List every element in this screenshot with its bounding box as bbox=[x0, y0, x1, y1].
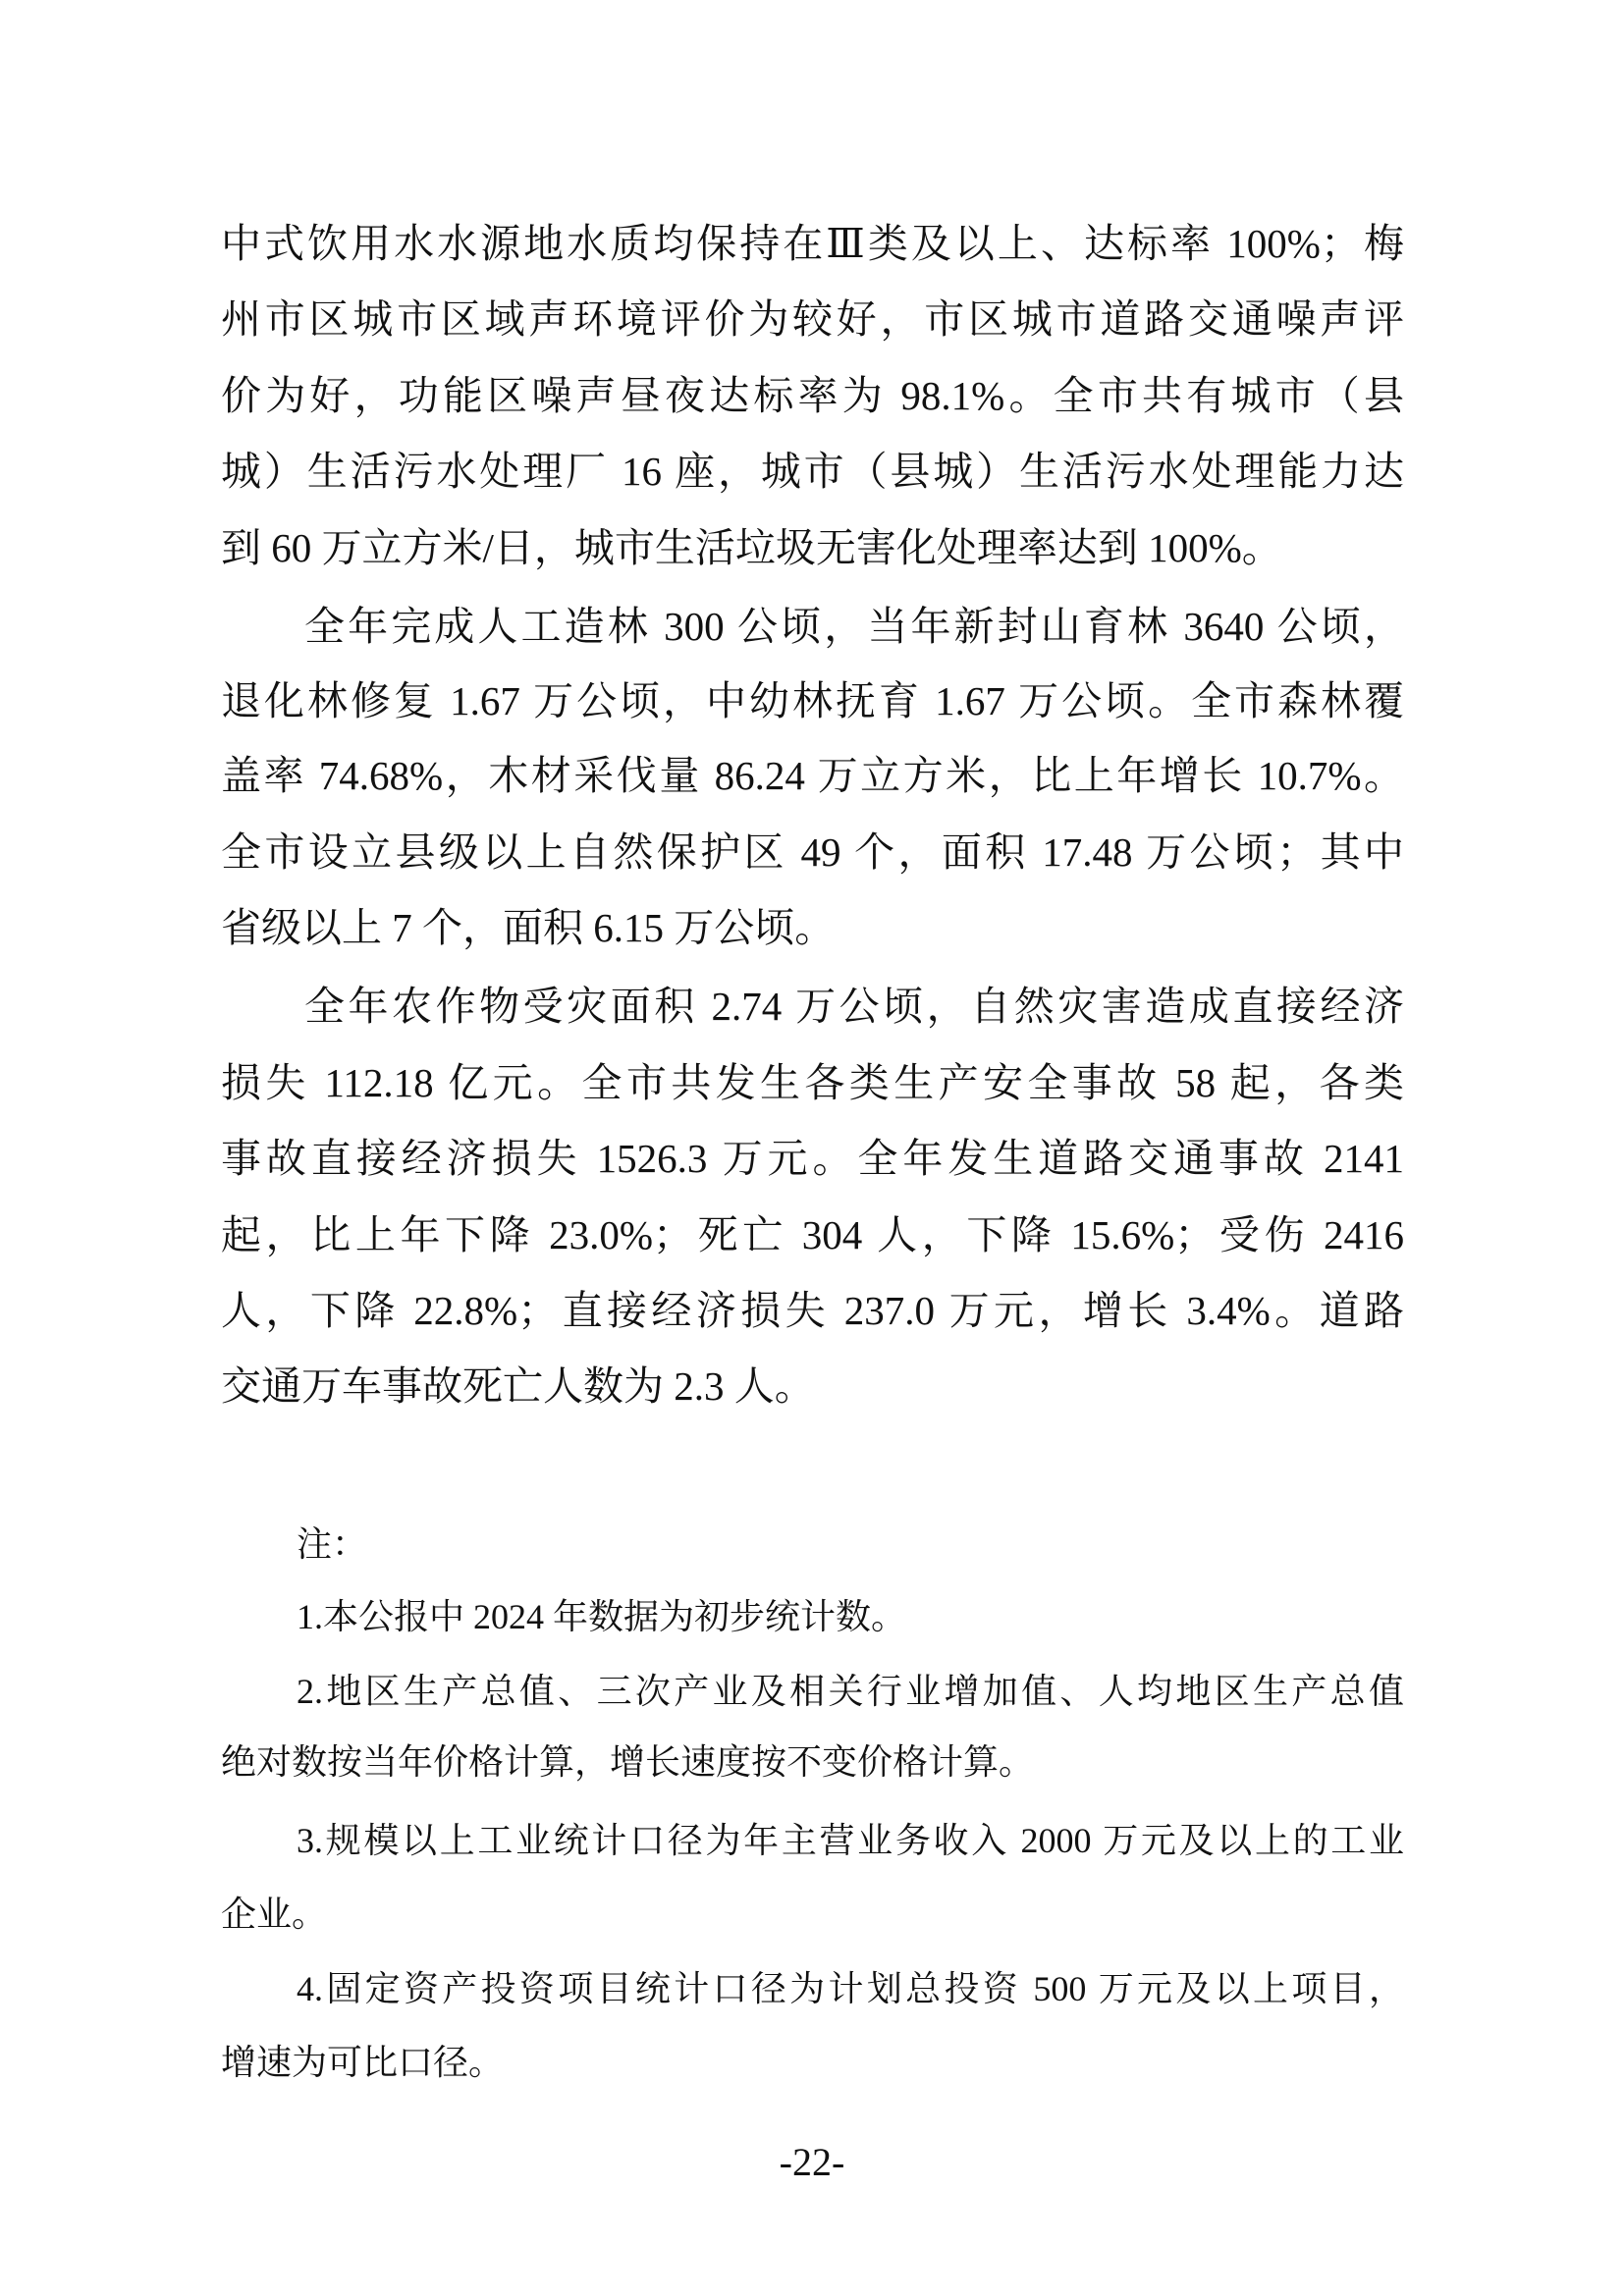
note-item-4: 4.固定资产投资项目统计口径为计划总投资 500 万元及以上项目， bbox=[297, 1969, 1404, 2008]
paragraph-line: 退化林修复 1.67 万公顷，中幼林抚育 1.67 万公顷。全市森林覆 bbox=[221, 678, 1404, 723]
page-number: -22- bbox=[779, 2140, 845, 2184]
paragraph-line: 起，比上年下降 23.0%；死亡 304 人，下降 15.6%；受伤 2416 bbox=[221, 1212, 1404, 1257]
notes-heading: 注： bbox=[297, 1524, 368, 1564]
note-item-2-continuation: 绝对数按当年价格计算，增长速度按不变价格计算。 bbox=[221, 1742, 1035, 1782]
note-item-3-continuation: 企业。 bbox=[221, 1895, 328, 1934]
paragraph-line: 价为好，功能区噪声昼夜达标率为 98.1%。全市共有城市（县 bbox=[221, 373, 1404, 418]
paragraph-line: 全市设立县级以上自然保护区 49 个，面积 17.48 万公顷；其中 bbox=[221, 829, 1404, 875]
note-item-4-continuation: 增速为可比口径。 bbox=[221, 2043, 505, 2082]
note-item-1: 1.本公报中 2024 年数据为初步统计数。 bbox=[297, 1597, 907, 1636]
paragraph-line: 全年农作物受灾面积 2.74 万公顷，自然灾害造成直接经济 bbox=[304, 984, 1404, 1029]
paragraph-line: 损失 112.18 亿元。全市共发生各类生产安全事故 58 起，各类 bbox=[221, 1060, 1404, 1105]
paragraph-line: 中式饮用水水源地水质均保持在Ⅲ类及以上、达标率 100%；梅 bbox=[221, 221, 1404, 266]
paragraph-line: 省级以上 7 个，面积 6.15 万公顷。 bbox=[221, 905, 836, 950]
paragraph-line: 盖率 74.68%，木材采伐量 86.24 万立方米，比上年增长 10.7%。 bbox=[221, 753, 1404, 798]
paragraph-line: 州市区城市区域声环境评价为较好，市区城市道路交通噪声评 bbox=[221, 296, 1404, 342]
note-item-3: 3.规模以上工业统计口径为年主营业务收入 2000 万元及以上的工业 bbox=[297, 1821, 1404, 1860]
paragraph-line: 全年完成人工造林 300 公顷，当年新封山育林 3640 公顷， bbox=[304, 604, 1404, 649]
paragraph-line: 事故直接经济损失 1526.3 万元。全年发生道路交通事故 2141 bbox=[221, 1136, 1404, 1181]
paragraph-line: 城）生活污水处理厂 16 座，城市（县城）生活污水处理能力达 bbox=[221, 449, 1404, 494]
paragraph-line: 人，下降 22.8%；直接经济损失 237.0 万元，增长 3.4%。道路 bbox=[221, 1288, 1404, 1333]
paragraph-line: 到 60 万立方米/日，城市生活垃圾无害化处理率达到 100%。 bbox=[221, 525, 1282, 570]
note-item-2: 2.地区生产总值、三次产业及相关行业增加值、人均地区生产总值 bbox=[297, 1672, 1404, 1711]
paragraph-line: 交通万车事故死亡人数为 2.3 人。 bbox=[221, 1363, 815, 1409]
